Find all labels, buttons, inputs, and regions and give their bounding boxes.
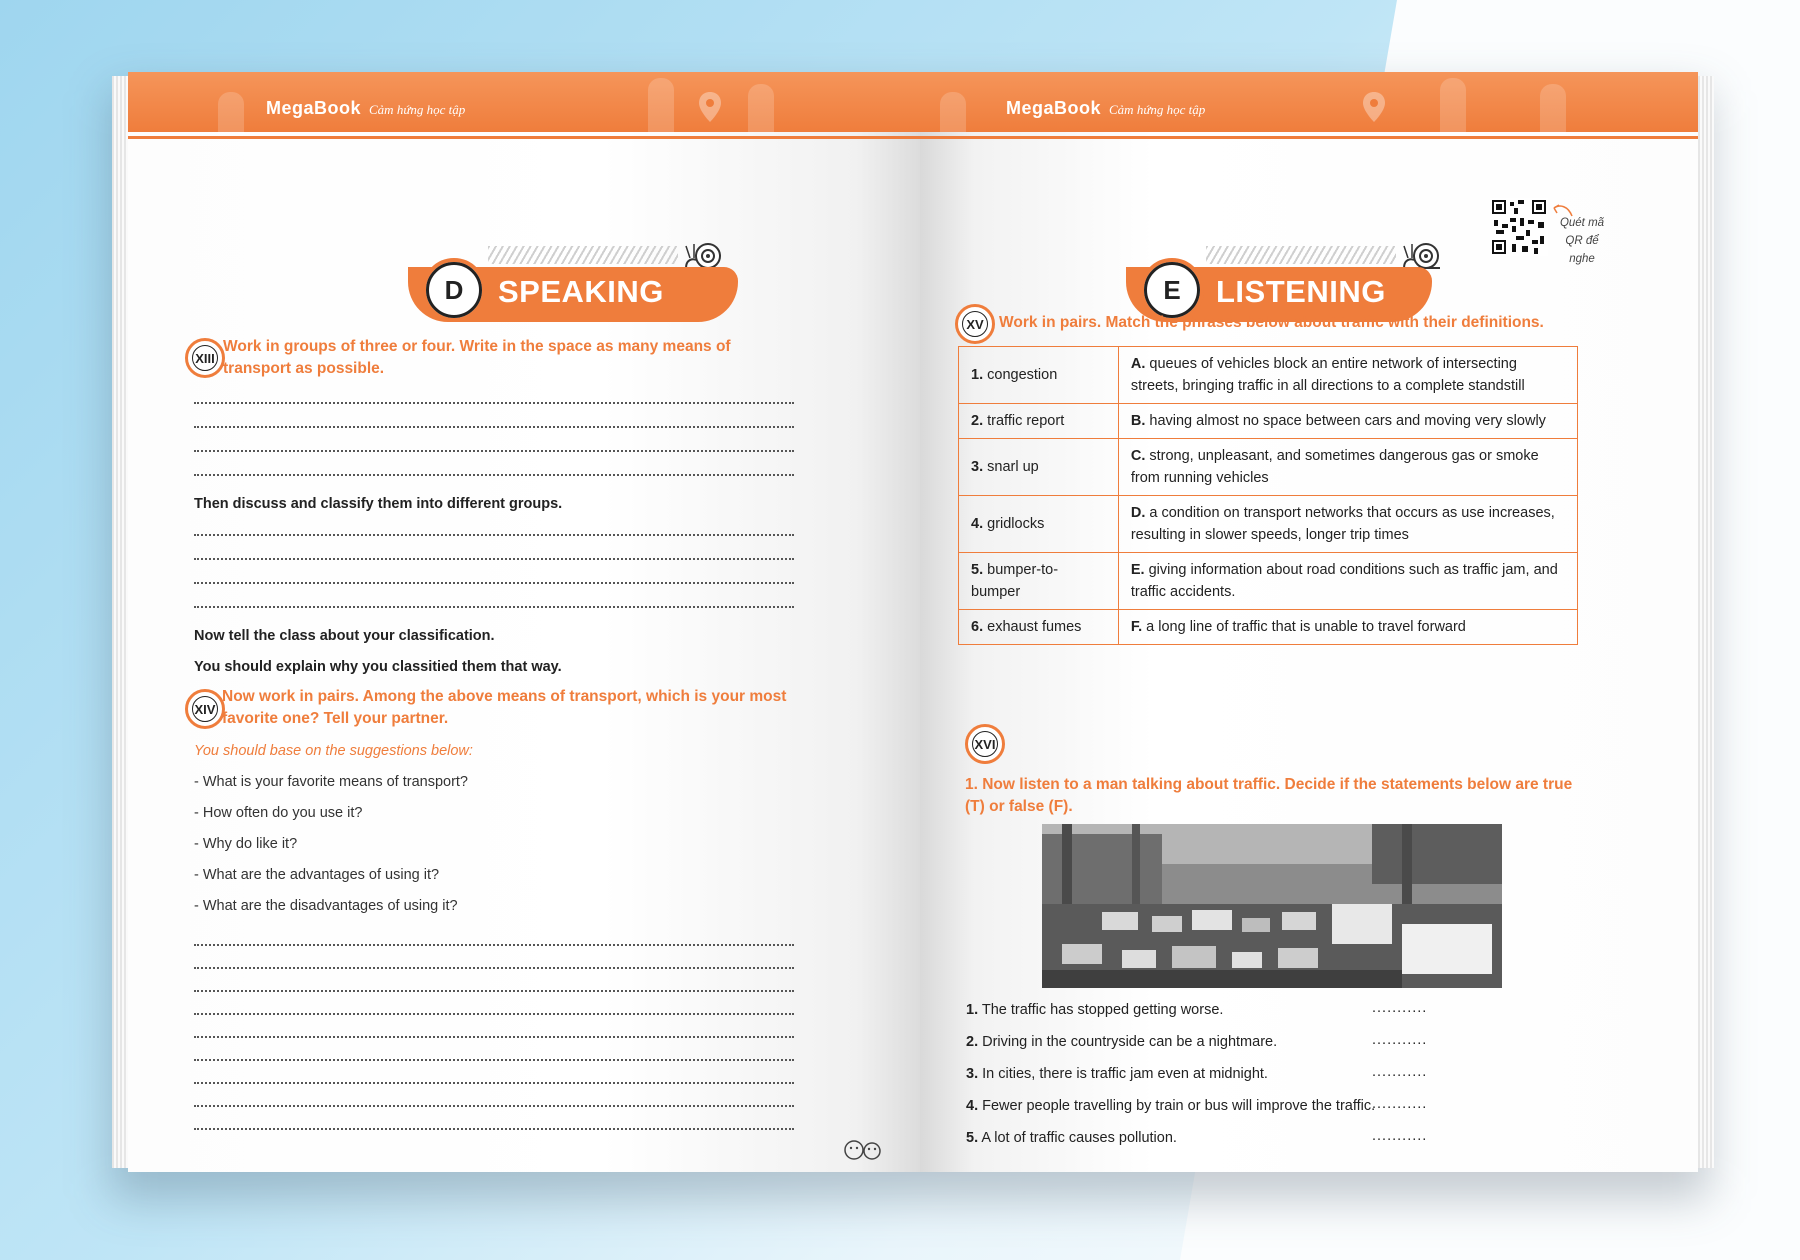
location-pin-icon [696, 90, 724, 124]
statement-number: 5. [966, 1130, 979, 1146]
suggestion-item: - What are the disadvantages of using it? [194, 898, 458, 914]
statement-item [966, 1002, 1223, 1018]
header-rule [128, 136, 920, 139]
table-row [959, 404, 1578, 439]
term-text: traffic report [987, 413, 1065, 429]
answer-line[interactable] [194, 967, 794, 969]
right-page [920, 72, 1698, 1172]
header-decoration [748, 84, 774, 132]
definition-text: having almost no space between cars and moving very slowly [1149, 413, 1546, 429]
term-cell [959, 404, 1119, 439]
brand [266, 98, 465, 119]
exercise-badge-xvi: XVI [965, 724, 1005, 764]
definition-letter: F. [1130, 619, 1143, 635]
left-page [128, 72, 920, 1172]
tell-class-instruction: Now tell the class about your classification. [194, 628, 495, 644]
header-decoration [1540, 84, 1566, 132]
banner-stripes [1206, 246, 1396, 264]
table-row [959, 553, 1578, 610]
term-cell [959, 496, 1119, 553]
qr-code-icon[interactable] [1490, 198, 1548, 256]
definition-letter: D. [1130, 505, 1146, 521]
exercise-xiii-instruction: Work in groups of three or four. Write in the space as many means of transport as possible. [223, 338, 731, 377]
term-text: exhaust fumes [987, 619, 1082, 635]
matching-table [958, 346, 1578, 645]
statement-number: 2. [966, 1034, 979, 1050]
answer-line[interactable] [194, 402, 794, 404]
term-text: snarl up [987, 459, 1039, 475]
statement-text: The traffic has stopped getting worse. [981, 1002, 1224, 1018]
answer-blank[interactable]: ........... [1372, 1096, 1428, 1112]
definition-text: giving information about road conditions such as traffic jam, and traffic accidents. [1130, 562, 1558, 600]
answer-line[interactable] [194, 426, 794, 428]
term-text: bumper-to-bumper [971, 562, 1059, 600]
definition-cell [1118, 496, 1577, 553]
qr-caption-line: Quét mã [1559, 217, 1605, 229]
definition-cell [1118, 439, 1577, 496]
answer-line[interactable] [194, 1128, 794, 1130]
header-decoration [218, 92, 244, 132]
term-cell [959, 553, 1119, 610]
section-title: SPEAKING [498, 274, 664, 309]
answer-blank[interactable]: ........... [1372, 1000, 1428, 1016]
answer-line[interactable] [194, 1059, 794, 1061]
page-edge-right [1696, 76, 1714, 1168]
answer-line[interactable] [194, 1105, 794, 1107]
term-number: 6. [971, 619, 984, 635]
definition-cell [1118, 347, 1577, 404]
statement-text: Driving in the countryside can be a nightmare. [982, 1034, 1278, 1050]
definition-text: queues of vehicles block an entire network of intersecting streets, bringing traffic in all directions to a complete standstill [1130, 356, 1525, 394]
answer-line[interactable] [194, 1082, 794, 1084]
answer-line[interactable] [194, 558, 794, 560]
answer-line[interactable] [194, 474, 794, 476]
definition-letter: A. [1130, 356, 1146, 372]
section-letter: D [426, 262, 482, 318]
table-row [959, 610, 1578, 645]
term-cell [959, 439, 1119, 496]
brand-logo: MegaBook [266, 98, 362, 118]
banner-stripes [488, 246, 678, 264]
exercise-xv-instruction: Work in pairs. Match the phrases below about traffic with their definitions. [999, 314, 1544, 331]
term-number: 5. [971, 562, 984, 578]
definition-cell [1118, 610, 1577, 645]
term-cell [959, 610, 1119, 645]
location-pin-icon [1360, 90, 1388, 124]
statement-number: 3. [966, 1066, 979, 1082]
exercise-badge-xiv: XIV [185, 689, 225, 729]
answer-line[interactable] [194, 606, 794, 608]
section-letter-circle [422, 258, 486, 322]
brand-tagline: Cảm hứng học tập [369, 102, 466, 117]
section-banner-speaking [408, 202, 748, 332]
page-header [128, 72, 920, 132]
traffic-jam-photo [1042, 824, 1502, 988]
answer-blank[interactable]: ........... [1372, 1064, 1428, 1080]
term-cell [959, 347, 1119, 404]
term-number: 1. [971, 367, 984, 383]
suggestion-item: - How often do you use it? [194, 805, 363, 821]
exercise-xvi-instruction: 1. Now listen to a man talking about traffic. Decide if the statements below are true (T) or false (F). [965, 776, 1573, 815]
term-text: gridlocks [987, 516, 1045, 532]
header-decoration [648, 78, 674, 132]
page-header [920, 72, 1698, 132]
term-number: 4. [971, 516, 984, 532]
answer-line[interactable] [194, 450, 794, 452]
faces-icon [844, 1138, 884, 1162]
definition-text: a condition on transport networks that occurs as use increases, resulting in slower speeds, longer trip times [1130, 505, 1555, 543]
statement-item [966, 1130, 1177, 1146]
term-number: 2. [971, 413, 984, 429]
suggestion-item: - Why do like it? [194, 836, 298, 852]
answer-blank[interactable]: ........... [1372, 1128, 1428, 1144]
qr-caption-line: QR để nghe [1565, 235, 1599, 265]
statement-number: 4. [966, 1098, 979, 1114]
answer-blank[interactable]: ........... [1372, 1032, 1428, 1048]
qr-caption [1552, 214, 1612, 268]
exercise-badge-xv: XV [955, 304, 995, 344]
definition-letter: E. [1130, 562, 1145, 578]
brand [1006, 98, 1205, 119]
definition-text: a long line of traffic that is unable to travel forward [1146, 619, 1466, 635]
header-rule [920, 136, 1698, 139]
statement-text: In cities, there is traffic jam even at midnight. [982, 1066, 1268, 1082]
definition-letter: B. [1130, 413, 1146, 429]
answer-line[interactable] [194, 582, 794, 584]
table-row [959, 496, 1578, 553]
snail-icon [1396, 232, 1446, 272]
answer-line[interactable] [194, 944, 794, 946]
discuss-instruction: Then discuss and classify them into different groups. [194, 496, 563, 512]
explain-instruction: You should explain why you classitied them that way. [194, 659, 562, 675]
statement-item [966, 1066, 1268, 1082]
section-letter: E [1144, 262, 1200, 318]
suggestion-item: - What are the advantages of using it? [194, 867, 440, 883]
suggestion-item: - What is your favorite means of transport? [194, 774, 468, 790]
term-number: 3. [971, 459, 984, 475]
answer-line[interactable] [194, 1036, 794, 1038]
answer-line[interactable] [194, 534, 794, 536]
exercise-xiv-instruction: Now work in pairs. Among the above means of transport, which is your most favorite one? Tell your partner. [222, 688, 787, 727]
brand-tagline: Cảm hứng học tập [1109, 102, 1206, 117]
answer-line[interactable] [194, 1013, 794, 1015]
table-row [959, 439, 1578, 496]
statement-number: 1. [966, 1002, 979, 1018]
definition-text: strong, unpleasant, and sometimes dangerous gas or smoke from running vehicles [1130, 448, 1539, 486]
definition-cell [1118, 553, 1577, 610]
statement-text: Fewer people travelling by train or bus will improve the traffic. [982, 1098, 1376, 1114]
table-row [959, 347, 1578, 404]
statement-item [966, 1034, 1277, 1050]
suggestions-intro: You should base on the suggestions below: [194, 743, 473, 759]
exercise-badge-xiii: XIII [185, 338, 225, 378]
section-title: LISTENING [1216, 274, 1386, 309]
definition-letter: C. [1130, 448, 1146, 464]
snail-icon [678, 232, 728, 272]
definition-cell [1118, 404, 1577, 439]
statement-item [966, 1098, 1375, 1114]
header-decoration [1440, 78, 1466, 132]
brand-logo: MegaBook [1006, 98, 1102, 118]
term-text: congestion [987, 367, 1058, 383]
statement-text: A lot of traffic causes pollution. [981, 1130, 1177, 1146]
header-decoration [940, 92, 966, 132]
answer-line[interactable] [194, 990, 794, 992]
